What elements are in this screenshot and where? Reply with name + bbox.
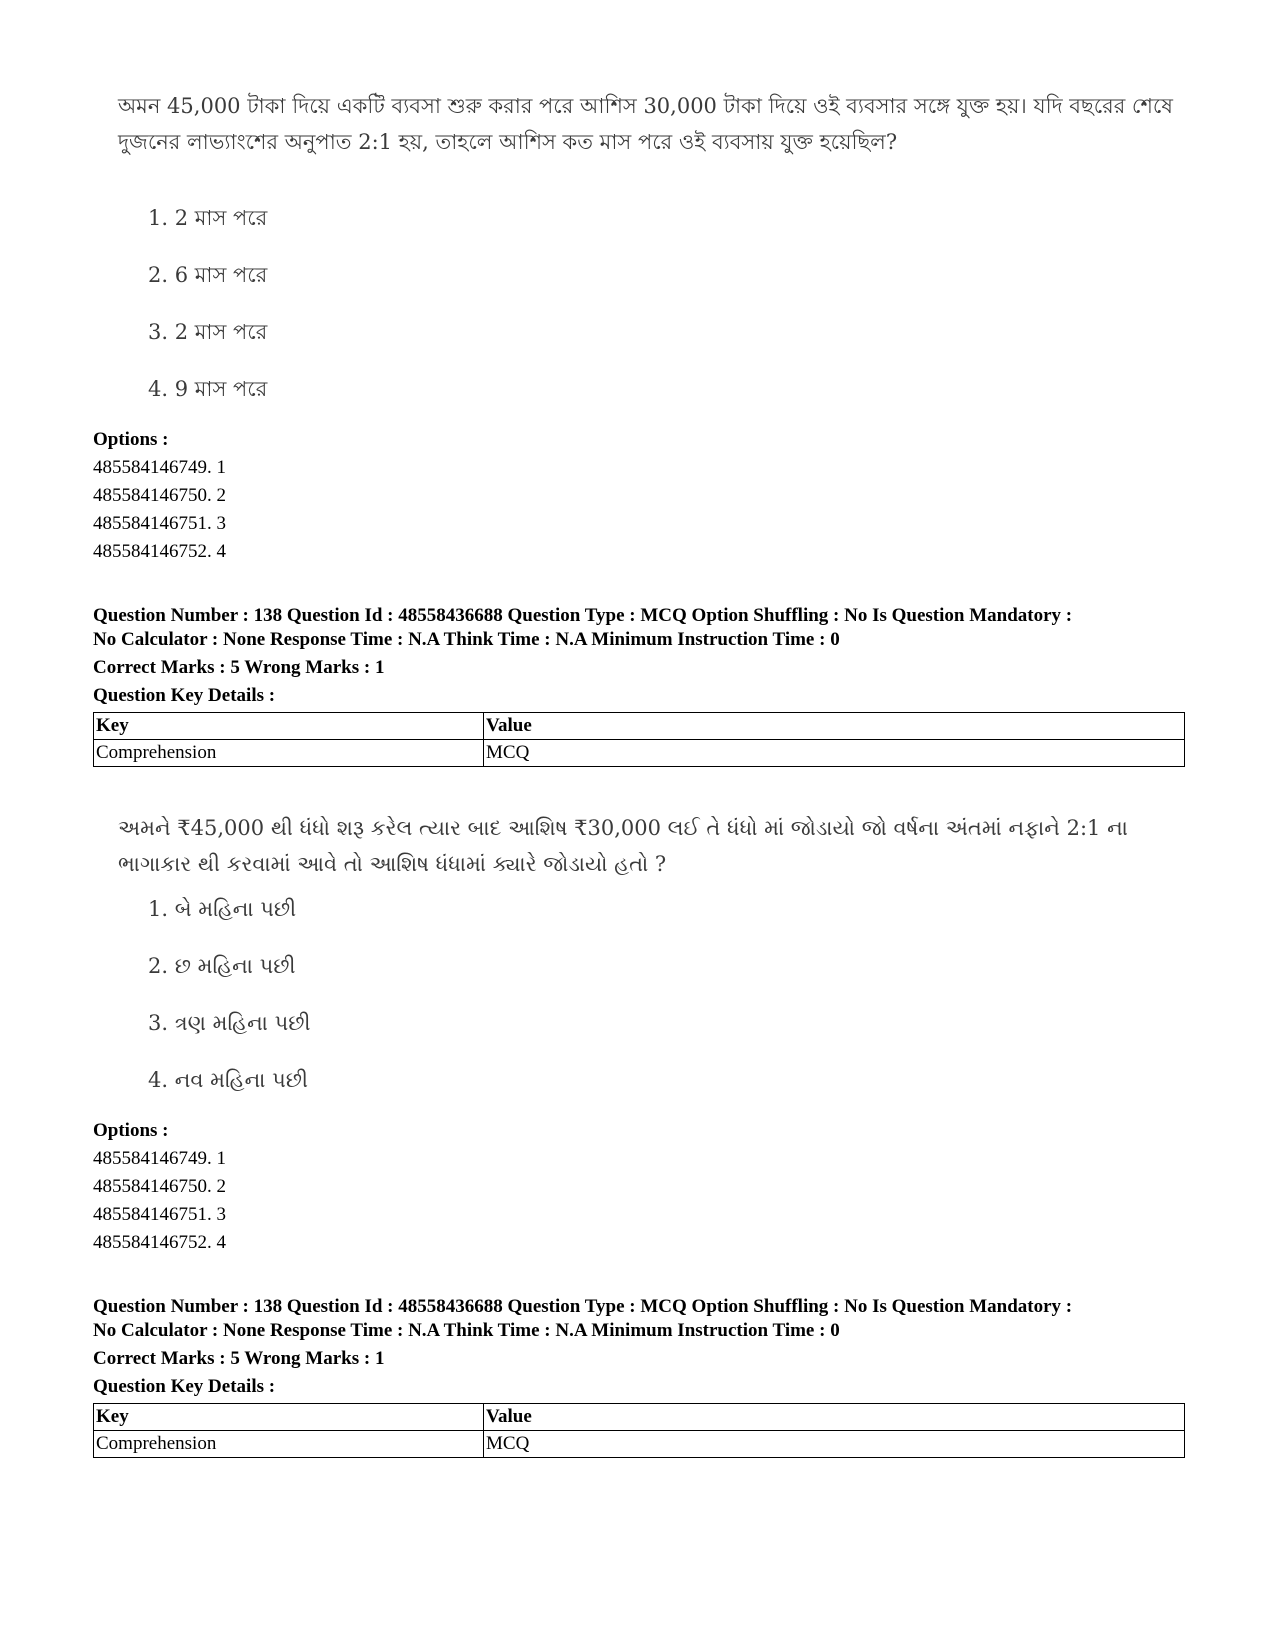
question-stem: অমন 45,000 টাকা দিয়ে একটি ব্যবসা শুরু করার পরে আশিস 30,000 টাকা দিয়ে ওই ব্যবসার সঙ্গে যুক্ত হয়। যদি বছরের শেষে দুজনের লাভ্যাংশের অনুপাত 2:1 হয়, তাহলে আশিস কত মাস পরে ওই ব্যবসায় যুক্ত হয়েছিল? <box>118 94 1173 154</box>
option-id: 485584146751. 3 <box>93 513 226 534</box>
table-header-row <box>94 1404 1185 1431</box>
marks-line: Correct Marks : 5 Wrong Marks : 1 <box>93 657 385 678</box>
table-header-cell: Key <box>94 1404 484 1431</box>
key-details-label: Question Key Details : <box>93 1376 276 1397</box>
options-label: Options : <box>93 429 169 450</box>
table-cell: Comprehension <box>94 1431 484 1458</box>
answer-choice: 1. 2 মাস পরে <box>148 206 268 230</box>
option-id: 485584146751. 3 <box>93 1204 226 1225</box>
question-meta-line1: Question Number : 138 Question Id : 48558436688 Question Type : MCQ Option Shuffling : No Is Question Mandatory : <box>93 1296 1073 1317</box>
key-details-table <box>93 712 1185 767</box>
marks-line: Correct Marks : 5 Wrong Marks : 1 <box>93 1348 385 1369</box>
table-header-cell: Value <box>484 1404 1185 1431</box>
option-id: 485584146750. 2 <box>93 1176 226 1197</box>
question-meta-line2: No Calculator : None Response Time : N.A Think Time : N.A Minimum Instruction Time : 0 <box>93 1320 840 1341</box>
table-header-cell: Value <box>484 713 1185 740</box>
option-id: 485584146752. 4 <box>93 1232 226 1253</box>
answer-choice: 3. ત્રણ મહિના પછી <box>148 1011 311 1035</box>
answer-choice: 3. 2 মাস পরে <box>148 320 268 344</box>
question-meta-line2: No Calculator : None Response Time : N.A Think Time : N.A Minimum Instruction Time : 0 <box>93 629 840 650</box>
key-details-label: Question Key Details : <box>93 685 276 706</box>
question-image-bengali <box>118 88 1198 160</box>
question-stem: અમને ₹45,000 થી ધંધો શરૂ કરેલ ત્યાર બાદ આશિષ ₹30,000 લઈ તે ધંધો માં જોડાયો જો વર્ષના અંતમાં નફાને 2:1 ના ભાગાકાર થી કરવામાં આવે તો આશિષ ધંધામાં ક્યારે જોડાયો હતો ? <box>118 816 1128 876</box>
key-details-table <box>93 1403 1185 1458</box>
table-row <box>94 740 1185 767</box>
answer-choice: 4. નવ મહિના પછી <box>148 1068 308 1092</box>
answer-choice: 4. 9 মাস পরে <box>148 377 268 401</box>
option-id: 485584146752. 4 <box>93 541 226 562</box>
table-cell: MCQ <box>484 740 1185 767</box>
answer-choice: 2. 6 মাস পরে <box>148 263 268 287</box>
table-cell: MCQ <box>484 1431 1185 1458</box>
answer-choice: 1. બે મહિના પછી <box>148 897 297 921</box>
option-id: 485584146749. 1 <box>93 457 226 478</box>
question-image-gujarati <box>118 810 1198 882</box>
table-header-cell: Key <box>94 713 484 740</box>
table-cell: Comprehension <box>94 740 484 767</box>
option-id: 485584146749. 1 <box>93 1148 226 1169</box>
options-label: Options : <box>93 1120 169 1141</box>
question-meta-line1: Question Number : 138 Question Id : 48558436688 Question Type : MCQ Option Shuffling : No Is Question Mandatory : <box>93 605 1073 626</box>
option-id: 485584146750. 2 <box>93 485 226 506</box>
answer-choice: 2. છ મહિના પછી <box>148 954 296 978</box>
table-header-row <box>94 713 1185 740</box>
table-row <box>94 1431 1185 1458</box>
